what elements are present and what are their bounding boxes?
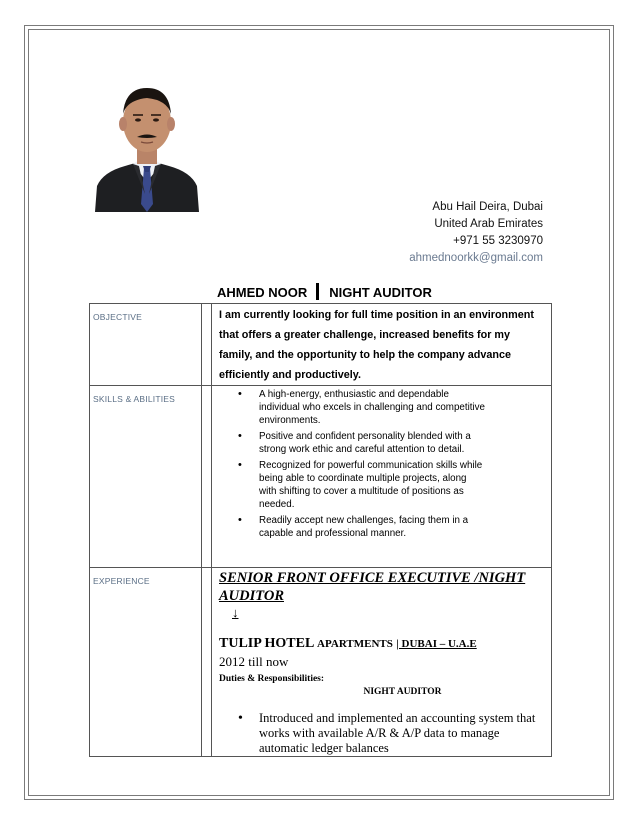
company-name: TULIP HOTEL xyxy=(219,636,314,651)
resume-table xyxy=(89,303,552,757)
job-title: SENIOR FRONT OFFICE EXECUTIVE /NIGHT AUDITOR xyxy=(219,570,526,604)
name-title-heading xyxy=(217,283,432,300)
list-item: • Readily accept new challenges, facing them in a capable and professional manner. xyxy=(259,514,546,540)
headline-separator xyxy=(316,283,319,300)
company-line xyxy=(219,635,546,653)
candidate-name: AHMED NOOR xyxy=(217,285,308,300)
skills-label: SKILLS & ABILITIES xyxy=(90,386,202,568)
candidate-title: NIGHT AUDITOR xyxy=(329,285,432,300)
company-name-rest: APARTMENTS xyxy=(317,638,393,650)
address-line-1: Abu Hail Deira, Dubai xyxy=(432,201,543,213)
list-item: • Introduced and implemented an accounting system that works with available A/R & A/P data to manage automatic ledger balances xyxy=(259,711,546,756)
phone-number: +971 55 3230970 xyxy=(453,235,543,247)
address-line-2: United Arab Emirates xyxy=(434,218,543,230)
experience-label: EXPERIENCE xyxy=(90,568,202,757)
spacer-cell xyxy=(202,304,212,386)
objective-text: I am currently looking for full time position in an environment that offers a greater challenge, increased benefits for my family, and the opportunity to help the company advance efficiently and productively. xyxy=(219,309,534,381)
skills-cell xyxy=(212,386,552,568)
list-item: • A high-energy, enthusiastic and dependable individual who excels in challenging and competitive environments. xyxy=(259,388,546,427)
experience-cell xyxy=(212,568,552,757)
email-link[interactable]: ahmednoorkk@gmail.com xyxy=(409,252,543,264)
duties-heading: Duties & Responsibilities: xyxy=(219,674,325,684)
profile-photo xyxy=(95,82,199,212)
objective-cell xyxy=(212,304,552,386)
employment-period: 2012 till now xyxy=(219,654,289,669)
objective-row xyxy=(90,304,552,386)
responsibilities-list xyxy=(219,711,546,756)
objective-label: OBJECTIVE xyxy=(90,304,202,386)
role-title: NIGHT AUDITOR xyxy=(363,687,442,697)
contact-block xyxy=(409,199,543,267)
skills-row xyxy=(90,386,552,568)
experience-row xyxy=(90,568,552,757)
arrow-down-icon: ↓ xyxy=(232,605,239,620)
list-item: • Positive and confident personality blended with a strong work ethic and careful attention to detail. xyxy=(259,430,546,456)
spacer-cell xyxy=(202,568,212,757)
skills-list xyxy=(219,388,546,540)
company-location: | DUBAI – U.A.E xyxy=(396,638,477,650)
spacer-cell xyxy=(202,386,212,568)
list-item: • Recognized for powerful communication skills while being able to coordinate multiple projects, along with shifting to cover a multitude of positions as needed. xyxy=(259,459,546,511)
